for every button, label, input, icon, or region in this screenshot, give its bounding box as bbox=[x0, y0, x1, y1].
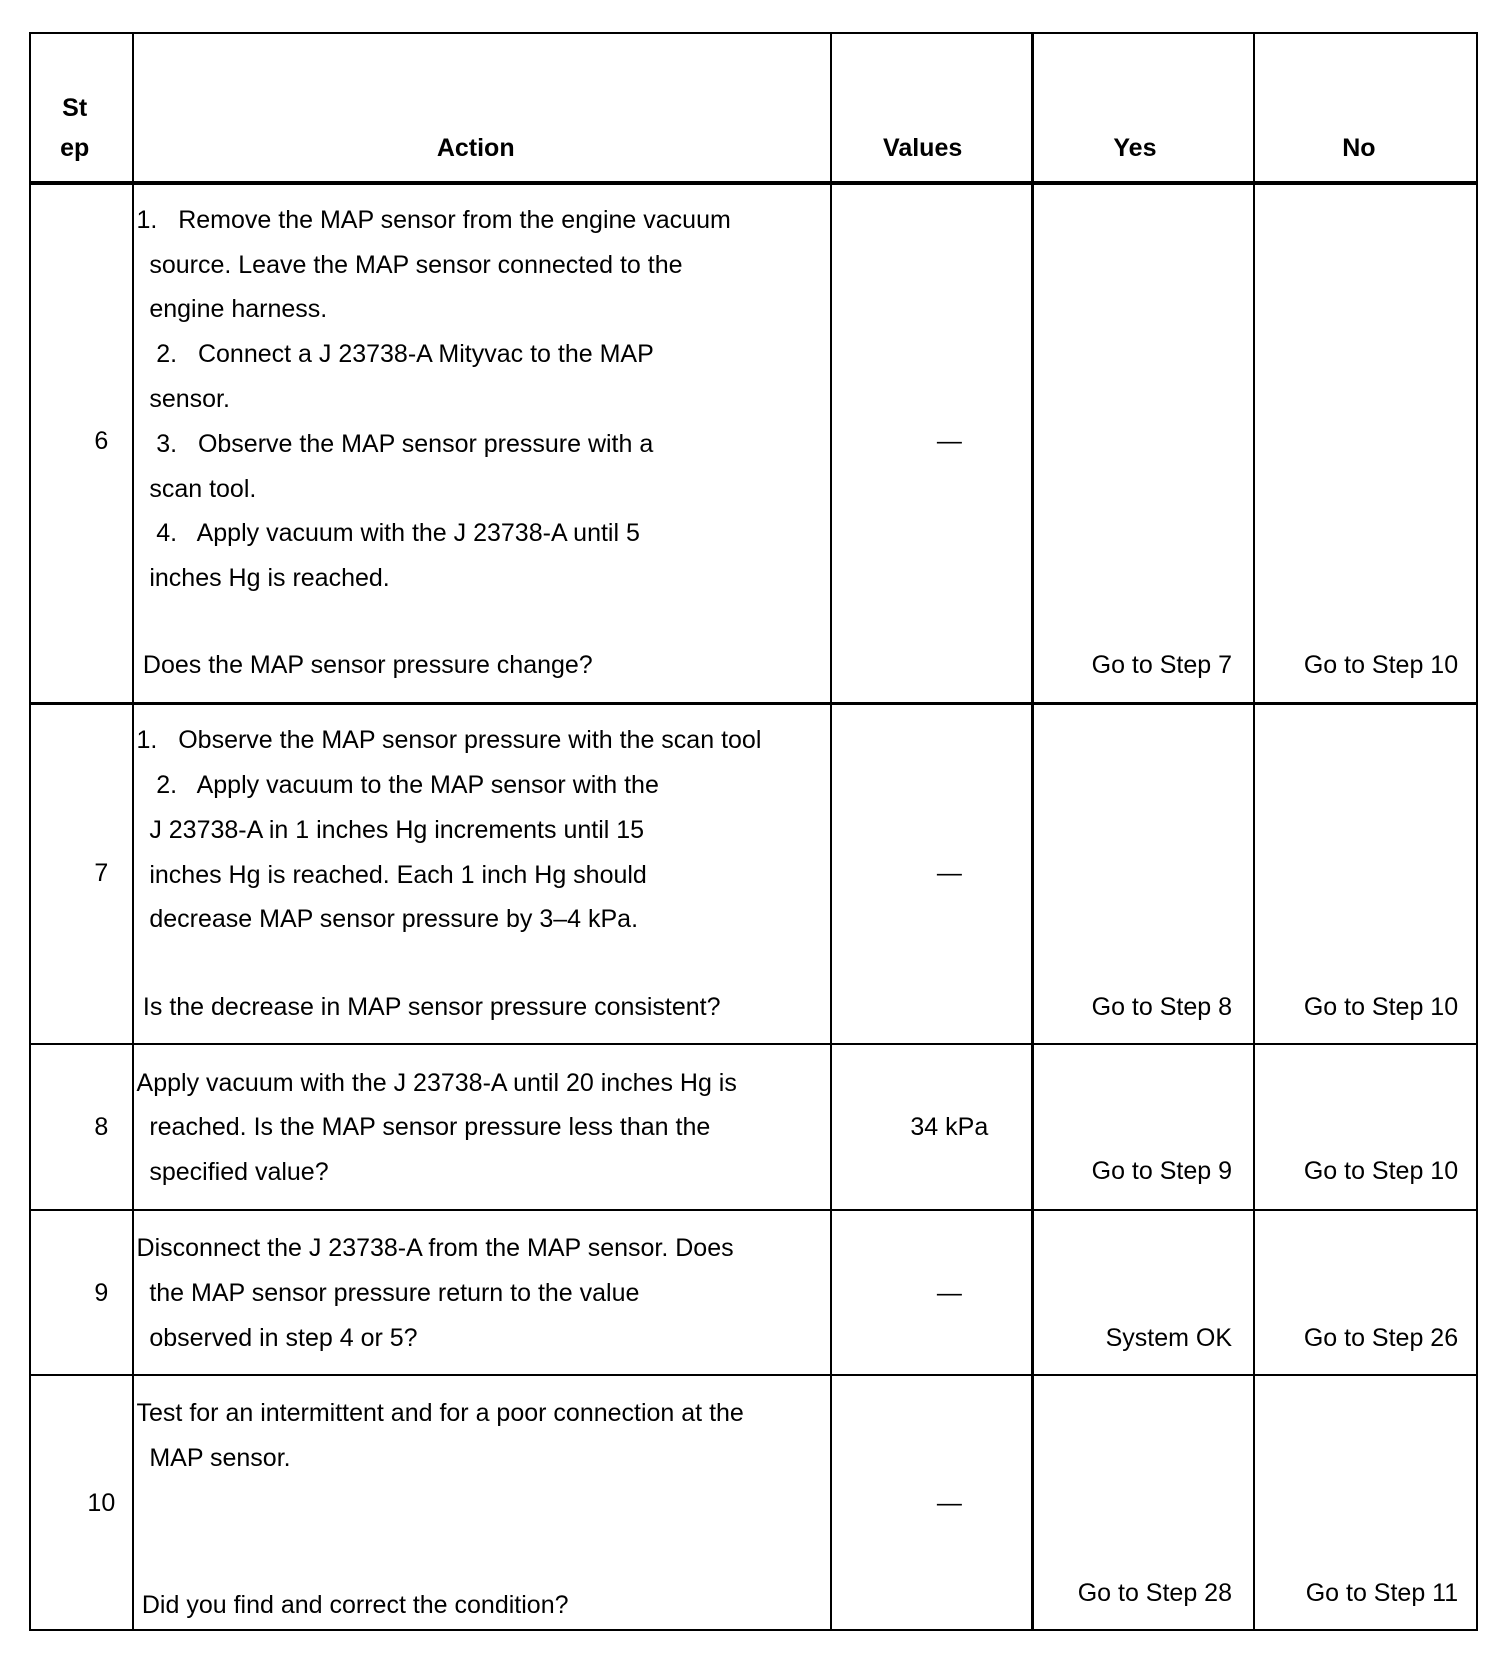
action-line: Test for an intermittent and for a poor connection at the bbox=[136, 1399, 744, 1428]
table-border bbox=[29, 1374, 1479, 1376]
table-border bbox=[132, 32, 134, 1631]
table-border bbox=[1476, 32, 1478, 1631]
table-border bbox=[29, 1629, 1479, 1631]
table-border bbox=[29, 702, 1479, 705]
table-border bbox=[1031, 32, 1033, 1631]
action-line: 4. Apply vacuum with the J 23738-A until 5 bbox=[149, 519, 640, 548]
step-number: 6 bbox=[94, 426, 109, 455]
action-line: the MAP sensor pressure return to the value bbox=[149, 1278, 640, 1307]
action-line: 2. Apply vacuum to the MAP sensor with the bbox=[149, 771, 659, 800]
yes-cell: Go to Step 8 bbox=[1091, 992, 1232, 1021]
no-cell: Go to Step 10 bbox=[1303, 1157, 1459, 1186]
action-question: Did you find and correct the condition? bbox=[141, 1591, 569, 1620]
values-cell: — bbox=[936, 1488, 962, 1517]
yes-cell: Go to Step 28 bbox=[1077, 1578, 1232, 1607]
yes-cell: System OK bbox=[1105, 1323, 1232, 1352]
action-line: 1. Remove the MAP sensor from the engine vacuum bbox=[136, 205, 731, 234]
values-cell: 34 kPa bbox=[910, 1113, 989, 1142]
header-values: Values bbox=[883, 134, 963, 163]
table-border bbox=[830, 32, 832, 1631]
table-border bbox=[1253, 32, 1255, 1631]
values-cell: — bbox=[936, 426, 962, 455]
action-line: scan tool. bbox=[149, 474, 257, 503]
action-line: MAP sensor. bbox=[149, 1444, 291, 1473]
action-line: reached. Is the MAP sensor pressure less than the bbox=[149, 1113, 711, 1142]
action-line: inches Hg is reached. bbox=[149, 564, 390, 593]
values-cell: — bbox=[936, 858, 962, 887]
step-number: 8 bbox=[94, 1113, 109, 1142]
header-step: St bbox=[62, 93, 88, 122]
table-border bbox=[29, 181, 1479, 184]
action-line: observed in step 4 or 5? bbox=[149, 1323, 418, 1352]
action-line: Apply vacuum with the J 23738-A until 20 inches Hg is bbox=[136, 1068, 737, 1097]
table-border bbox=[29, 32, 31, 1631]
action-line: Disconnect the J 23738-A from the MAP sensor. Does bbox=[136, 1234, 734, 1262]
table-border bbox=[29, 32, 1479, 34]
action-line: decrease MAP sensor pressure by 3–4 kPa. bbox=[149, 905, 639, 934]
action-line: 1. Observe the MAP sensor pressure with the scan tool bbox=[136, 726, 762, 755]
action-line: specified value? bbox=[149, 1158, 329, 1187]
action-line: 2. Connect a J 23738-A Mityvac to the MAP bbox=[149, 340, 654, 369]
step-number: 7 bbox=[94, 858, 109, 887]
no-cell: Go to Step 26 bbox=[1303, 1323, 1459, 1352]
values-cell: — bbox=[936, 1278, 962, 1307]
step-number: 9 bbox=[94, 1278, 109, 1307]
table-border bbox=[29, 1209, 1479, 1211]
table-border bbox=[29, 1043, 1479, 1045]
header-no: No bbox=[1342, 134, 1376, 163]
header-yes: Yes bbox=[1113, 134, 1157, 163]
step-number: 10 bbox=[87, 1488, 116, 1517]
no-cell: Go to Step 10 bbox=[1303, 650, 1459, 679]
action-line: engine harness. bbox=[149, 295, 328, 324]
action-line: J 23738-A in 1 inches Hg increments until 15 bbox=[149, 815, 645, 844]
no-cell: Go to Step 11 bbox=[1305, 1578, 1459, 1607]
action-line: source. Leave the MAP sensor connected to the bbox=[149, 250, 683, 279]
action-line: sensor. bbox=[149, 384, 230, 413]
header-step: ep bbox=[60, 134, 90, 163]
no-cell: Go to Step 10 bbox=[1303, 992, 1459, 1021]
yes-cell: Go to Step 7 bbox=[1091, 650, 1232, 679]
action-question: Is the decrease in MAP sensor pressure consistent? bbox=[142, 992, 721, 1021]
action-line: 3. Observe the MAP sensor pressure with a bbox=[149, 429, 654, 458]
header-action: Action bbox=[436, 134, 515, 163]
action-question: Does the MAP sensor pressure change? bbox=[142, 650, 593, 679]
yes-cell: Go to Step 9 bbox=[1091, 1157, 1232, 1186]
action-line: inches Hg is reached. Each 1 inch Hg should bbox=[149, 860, 647, 889]
